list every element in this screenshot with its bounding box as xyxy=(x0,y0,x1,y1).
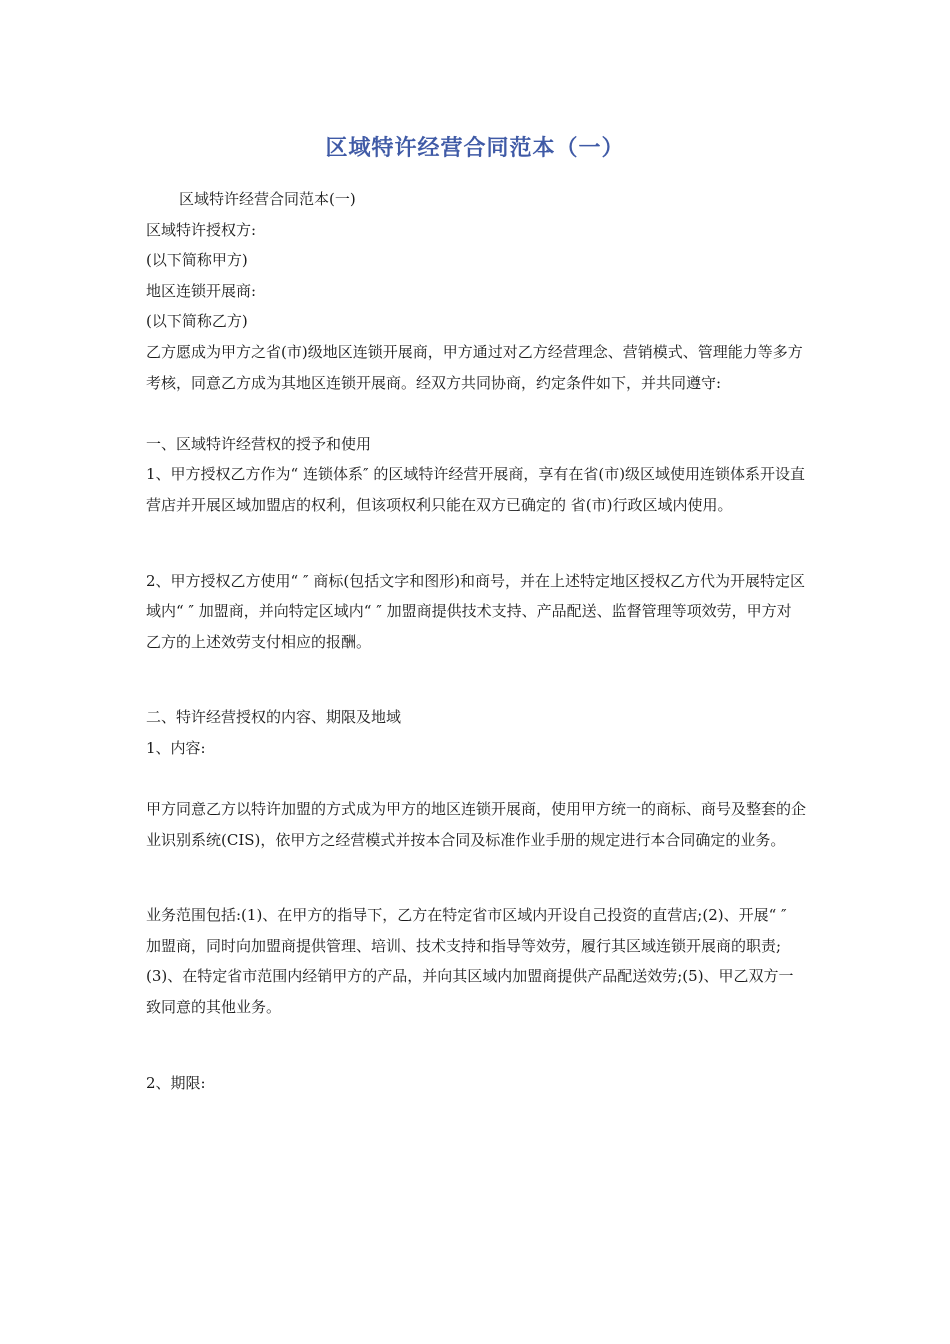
content-paragraph: 甲方同意乙方以特许加盟的方式成为甲方的地区连锁开展商，使用甲方统一的商标、商号及整套的企业识别系统(CIS)，依甲方之经营模式并按本合同及标准作业手册的规定进行本合同确定的业务。 xyxy=(146,800,807,849)
section-2-item-2-label: 2、期限: xyxy=(146,1073,206,1092)
spacer xyxy=(146,657,806,702)
spacer xyxy=(146,398,806,429)
section-1-clause-2: 2、甲方授权乙方使用“ ″ 商标(包括文字和图形)和商号，并在上述特定地区授权乙方代为开展特定区域内“ ″ 加盟商，并向特定区域内“ ″ 加盟商提供技术支持、产品配送、监督管理等项效劳，甲方对乙方的上述效劳支付相应的报酬。 xyxy=(146,571,806,651)
spacer xyxy=(146,764,806,795)
document-title: 区域特许经营合同范本（一） xyxy=(325,136,625,161)
spacer xyxy=(146,1023,806,1068)
party-a-label: 区域特许授权方: xyxy=(146,220,257,239)
section-2-heading: 二、特许经营授权的内容、期限及地域 xyxy=(146,708,402,727)
party-b-note: (以下简称乙方) xyxy=(146,312,248,331)
section-2-item-1-label: 1、内容: xyxy=(146,738,206,757)
preamble-paragraph: 乙方愿成为甲方之省(市)级地区连锁开展商，甲方通过对乙方经营理念、营销模式、管理能力等多方考核，同意乙方成为其地区连锁开展商。经双方共同协商，约定条件如下，并共同遵守: xyxy=(146,342,803,392)
spacer xyxy=(146,521,806,566)
spacer xyxy=(146,855,806,900)
party-b-label: 地区连锁开展商: xyxy=(146,281,257,300)
business-scope-paragraph: 业务范围包括:(1)、在甲方的指导下，乙方在特定省市区域内开设自己投资的直营店;(2)、开展“ ″ 加盟商，同时向加盟商提供管理、培训、技术支持和指导等效劳，履行其区域连锁开展商的职责;(3)、在特定省市范围内经销甲方的产品，并向其区域内加盟商提供产品配送效劳;(5)、甲乙双方一致同意的其他业务。 xyxy=(146,906,794,1017)
subtitle-line: 区域特许经营合同范本(一) xyxy=(179,190,356,208)
party-a-note: (以下简称甲方) xyxy=(146,251,248,270)
section-1-clause-1: 1、甲方授权乙方作为“ 连锁体系″ 的区域特许经营开展商，享有在省(市)级区域使用连锁体系开设直营店并开展区域加盟店的权利，但该项权利只能在双方已确定的 省(市)行政区域内使用。 xyxy=(146,465,806,514)
document-body xyxy=(146,184,806,1098)
section-1-heading: 一、区域特许经营权的授予和使用 xyxy=(146,434,372,453)
